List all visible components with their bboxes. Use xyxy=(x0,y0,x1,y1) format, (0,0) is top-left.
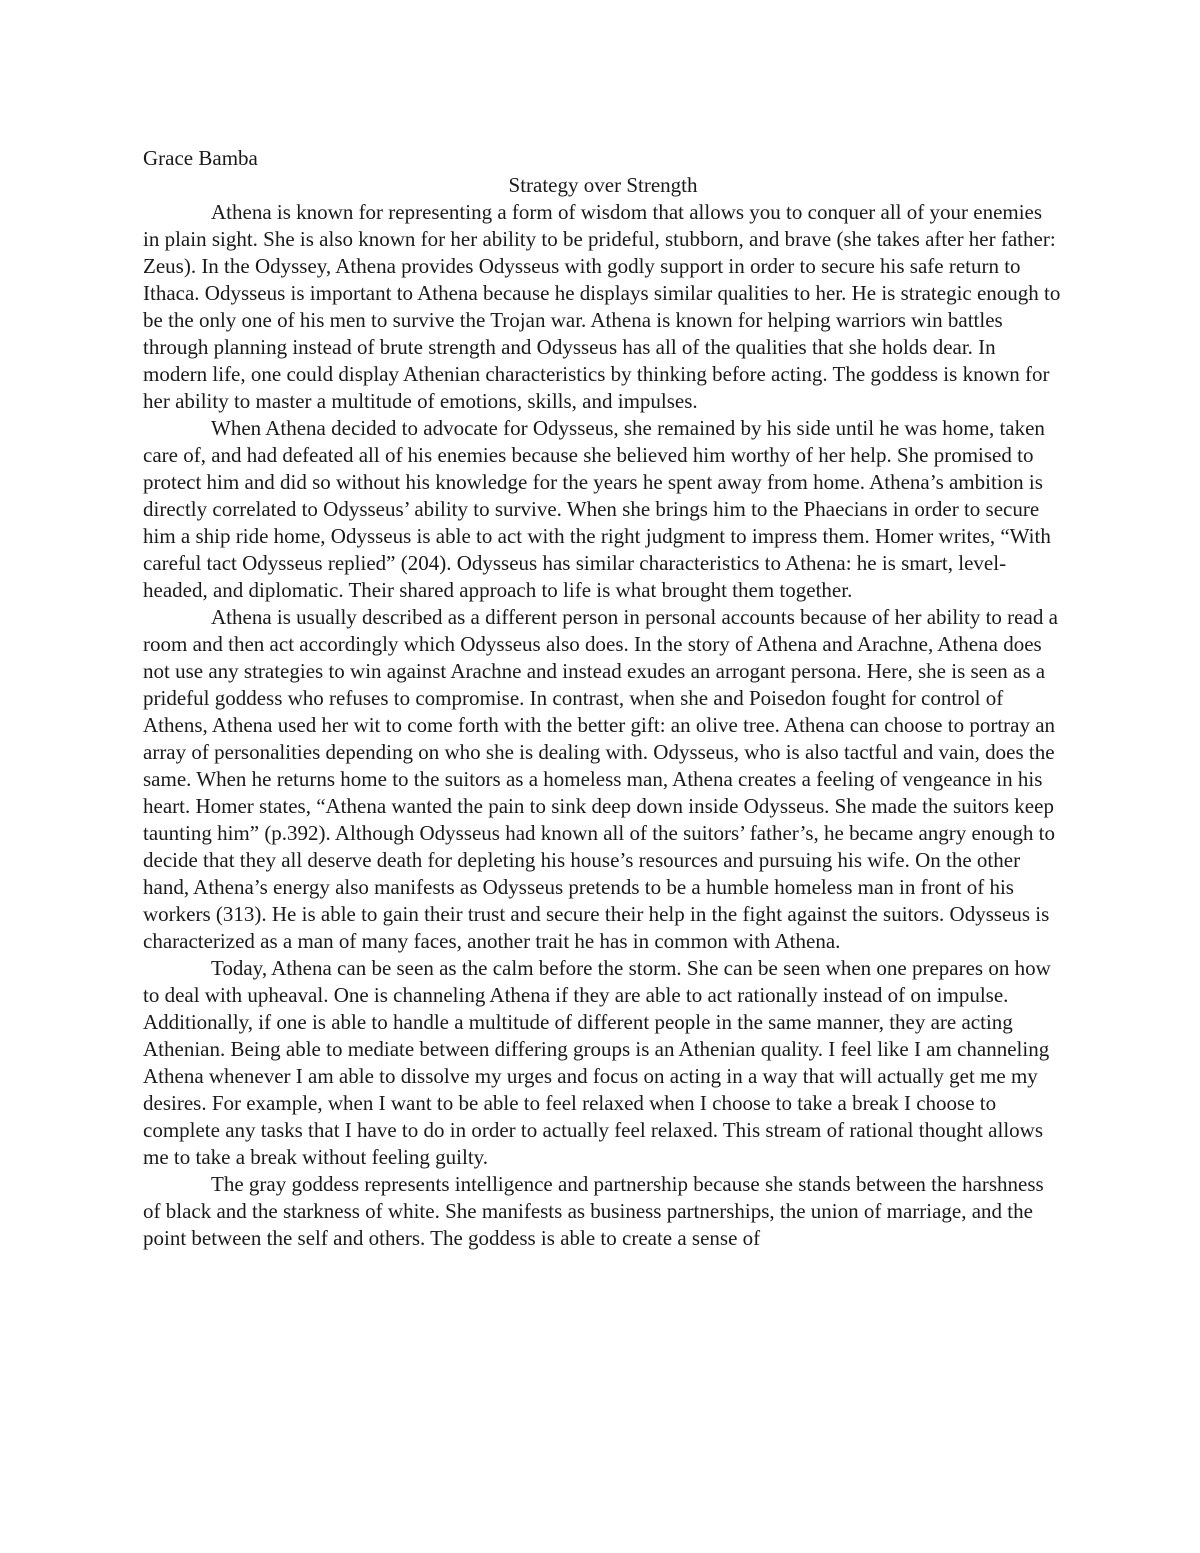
paragraph-1: Athena is known for representing a form of wisdom that allows you to conquer all of your enemies in plain sight. She is also known for her ability to be prideful, stubborn, and brave (she takes after her father: Zeus). In the Odyssey, Athena provides Odysseus with godly support in order to secure his safe return to Ithaca. Odysseus is important to Athena because he displays similar qualities to her. He is strategic enough to be the only one of his men to survive the Trojan war. Athena is known for helping warriors win battles through planning instead of brute strength and Odysseus has all of the qualities that she holds dear. In modern life, one could display Athenian characteristics by thinking before acting. The goddess is known for her ability to master a multitude of emotions, skills, and impulses. xyxy=(143,200,1061,413)
paragraph-4: Today, Athena can be seen as the calm before the storm. She can be seen when one prepares on how to deal with upheaval. One is channeling Athena if they are able to act rationally instead of on impulse. Additionally, if one is able to handle a multitude of different people in the same manner, they are acting Athenian. Being able to mediate between differing groups is an Athenian quality. I feel like I am channeling Athena whenever I am able to dissolve my urges and focus on acting in a way that will actually get me my desires. For example, when I want to be able to feel relaxed when I choose to take a break I choose to complete any tasks that I have to do in order to actually feel relaxed. This stream of rational thought allows me to take a break without feeling guilty. xyxy=(143,956,1051,1169)
essay-title: Strategy over Strength xyxy=(508,173,698,197)
paragraph-3: Athena is usually described as a different person in personal accounts because of her ability to read a room and then act accordingly which Odysseus also does. In the story of Athena and Arachne, Athena does not use any strategies to win against Arachne and instead exudes an arrogant persona. Here, she is seen as a prideful goddess who refuses to compromise. In contrast, when she and Poisedon fought for control of Athens, Athena used her wit to come forth with the better gift: an olive tree. Athena can choose to portray an array of personalities depending on who she is dealing with. Odysseus, who is also tactful and vain, does the same. When he returns home to the suitors as a homeless man, Athena creates a feeling of vengeance in his heart. Homer states, “Athena wanted the pain to sink deep down inside Odysseus. She made the suitors keep taunting him” (p.392). Although Odysseus had known all of the suitors’ father’s, he became angry enough to decide that they all deserve death for depleting his house’s resources and pursuing his wife. On the other hand, Athena’s energy also manifests as Odysseus pretends to be a humble homeless man in front of his workers (313). He is able to gain their trust and secure their help in the fight against the suitors. Odysseus is characterized as a man of many faces, another trait he has in common with Athena. xyxy=(143,605,1058,953)
document-body xyxy=(143,145,1063,1252)
paragraph-5: The gray goddess represents intelligence and partnership because she stands between the harshness of black and the starkness of white. She manifests as business partnerships, the union of marriage, and the point between the self and others. The goddess is able to create a sense of xyxy=(143,1172,1044,1250)
author-name: Grace Bamba xyxy=(143,146,258,170)
paragraph-2: When Athena decided to advocate for Odysseus, she remained by his side until he was home, taken care of, and had defeated all of his enemies because she believed him worthy of her help. She promised to protect him and did so without his knowledge for the years he spent away from home. Athena’s ambition is directly correlated to Odysseus’ ability to survive. When she brings him to the Phaecians in order to secure him a ship ride home, Odysseus is able to act with the right judgment to impress them. Homer writes, “With careful tact Odysseus replied” (204). Odysseus has similar characteristics to Athena: he is smart, level-headed, and diplomatic. Their shared approach to life is what brought them together. xyxy=(143,416,1051,602)
